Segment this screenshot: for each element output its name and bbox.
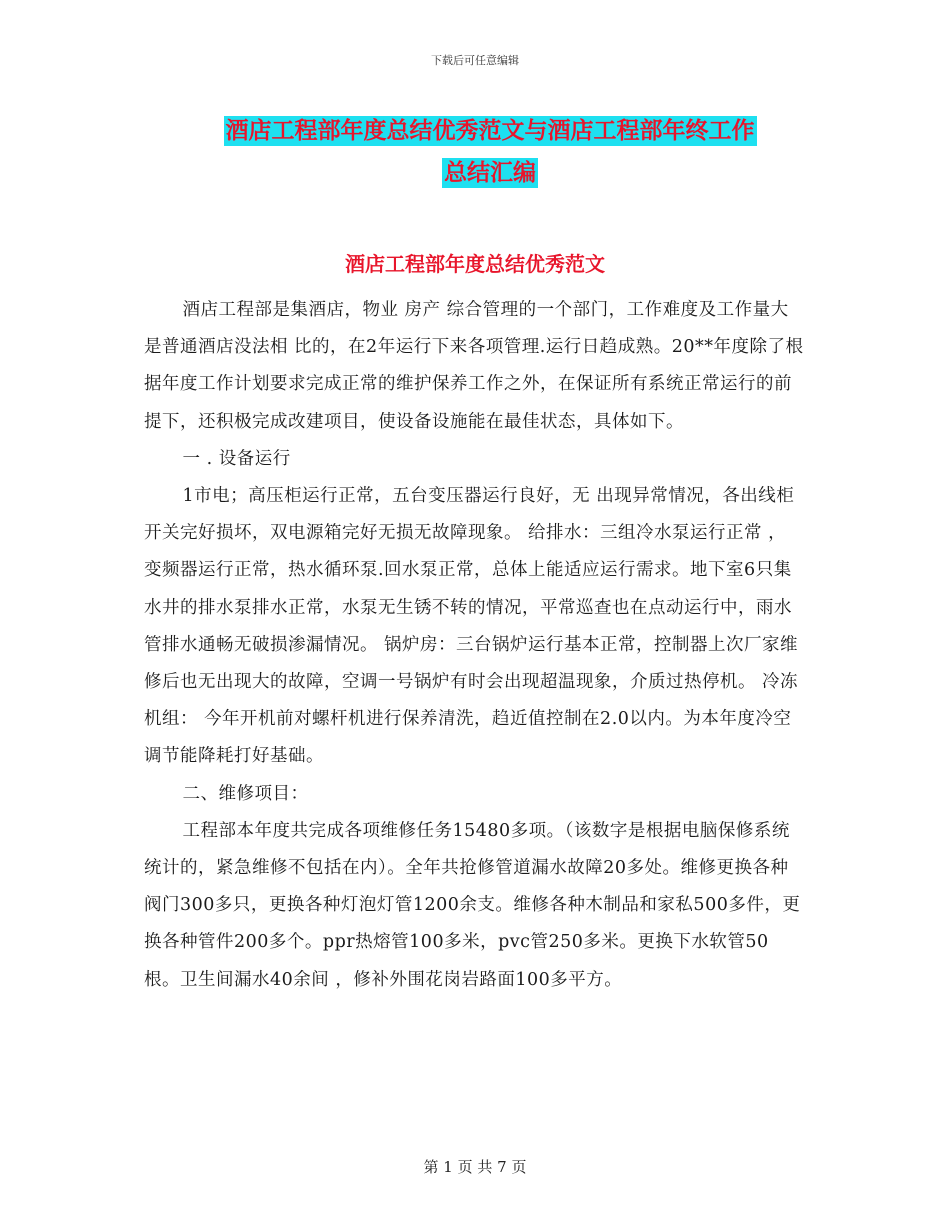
- heading-equipment-operation: 一 . 设备运行: [182, 448, 291, 469]
- section-title: 酒店工程部年度总结优秀范文: [345, 252, 605, 276]
- document-body: [144, 292, 804, 999]
- title-line-1: 酒店工程部年度总结优秀范文与酒店工程部年终工作: [225, 118, 755, 144]
- paragraph-equipment-details: 1市电；高压柜运行正常，五台变压器运行良好，无 出现异常情况，各出线柜开关完好损坏，双电源箱完好无损无故障现象。 给排水：三组冷水泵运行正常 ，变频器运行正常，热水循环泵.回水泵正常，总体上能适应运行需求。地下室6只集水井的排水泵排水正常，水泵无生锈不转的情况，平常巡查也在点动运行中，雨水管排水通畅无破损渗漏情况。 锅炉房：三台锅炉运行基本正常，控制器上次厂家维修后也无出现大的故障，空调一号锅炉有时会出现超温现象，介质过热停机。 冷冻机组： 今年开机前对螺杆机进行保养清洗，趋近值控制在2.0以内。为本年度冷空调节能降耗打好基础。: [144, 486, 799, 767]
- document-title: [140, 110, 840, 194]
- paragraph-intro: 酒店工程部是集酒店，物业 房产 综合管理的一个部门，工作难度及工作量大是普通酒店没法相 比的，在2年运行下来各项管理.运行日趋成熟。20**年度除了根据年度工作计划要求完成正常的维护保养工作之外，在保证所有系统正常运行的前提下，还积极完成改建项目，使设备设施能在最佳状态，具体如下。: [144, 300, 804, 432]
- page-number: 第 1 页 共 7 页: [423, 1158, 527, 1176]
- header-note: 下载后可任意编辑: [431, 54, 519, 67]
- title-line-2: 总结汇编: [444, 160, 536, 186]
- heading-maintenance-projects: 二、维修项目：: [182, 783, 309, 804]
- paragraph-maintenance-details: 工程部本年度共完成各项维修任务15480多项。（该数字是根据电脑保修系统统计的，紧急维修不包括在内）。全年共抢修管道漏水故障20多处。维修更换各种阀门300多只，更换各种灯泡灯管1200余支。维修各种木制品和家私500多件，更换各种管件200多个。ppr热熔管100多米，pvc管250多米。更换下水软管50根。卫生间漏水40余间 ，修补外围花岗岩路面100多平方。: [144, 820, 801, 990]
